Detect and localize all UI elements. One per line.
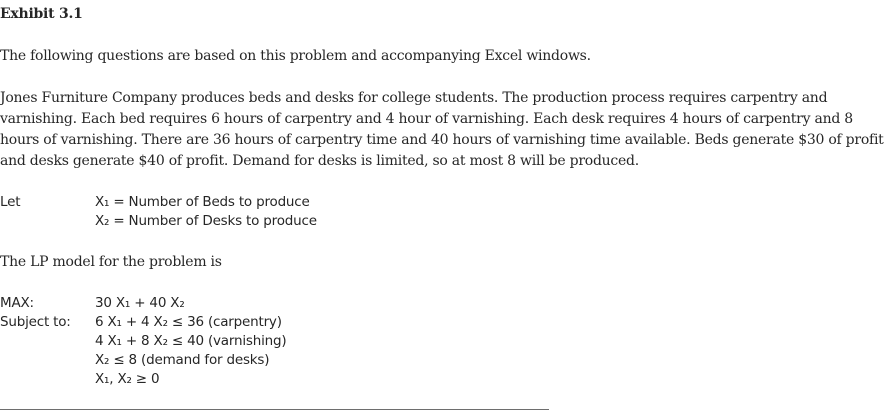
spacer: [0, 351, 95, 370]
lp-model: [0, 294, 286, 389]
exhibit-title: Exhibit 3.1: [0, 6, 83, 22]
definition-row-x2: [0, 212, 317, 231]
demand-constraint: X₂ ≤ 8 (demand for desks): [95, 352, 270, 368]
bottom-divider: [0, 409, 549, 410]
varnishing-constraint: 4 X₁ + 8 X₂ ≤ 40 (varnishing): [95, 333, 287, 349]
spacer: [0, 332, 95, 351]
nonnegativity-constraint: X₁, X₂ ≥ 0: [95, 371, 160, 387]
lp-intro-text: The LP model for the problem is: [0, 254, 222, 270]
definition-row-x1: [0, 193, 317, 212]
objective-function: 30 X₁ + 40 X₂: [95, 295, 185, 311]
constraint-row-demand: [0, 351, 286, 370]
intro-text: The following questions are based on this problem and accompanying Excel windows.: [0, 48, 591, 64]
constraint-row-carpentry: [0, 313, 286, 332]
x2-definition: X₂ = Number of Desks to produce: [95, 213, 317, 229]
let-label: Let: [0, 194, 21, 210]
variable-definitions: [0, 193, 317, 231]
x1-definition: X₁ = Number of Beds to produce: [95, 194, 310, 210]
max-label: MAX:: [0, 295, 34, 311]
problem-statement: Jones Furniture Company produces beds and desks for college students. The production process requires carpentry and varnishing. Each bed requires 6 hours of carpentry and 4 hour of varnishing. Each desk requires 4 hours of carpentry and 8 hours of varnishing. There are 36 hours of carpentry time and 40 hours of varnishing time available. Beds generate $30 of profit and desks generate $40 of profit. Demand for desks is limited, so at most 8 will be produced.: [0, 90, 884, 169]
spacer: [0, 212, 95, 231]
spacer: [0, 370, 95, 389]
constraint-row-varnishing: [0, 332, 286, 351]
constraint-row-nonnegativity: [0, 370, 286, 389]
objective-row: [0, 294, 286, 313]
subject-to-label: Subject to:: [0, 314, 71, 330]
carpentry-constraint: 6 X₁ + 4 X₂ ≤ 36 (carpentry): [95, 314, 282, 330]
